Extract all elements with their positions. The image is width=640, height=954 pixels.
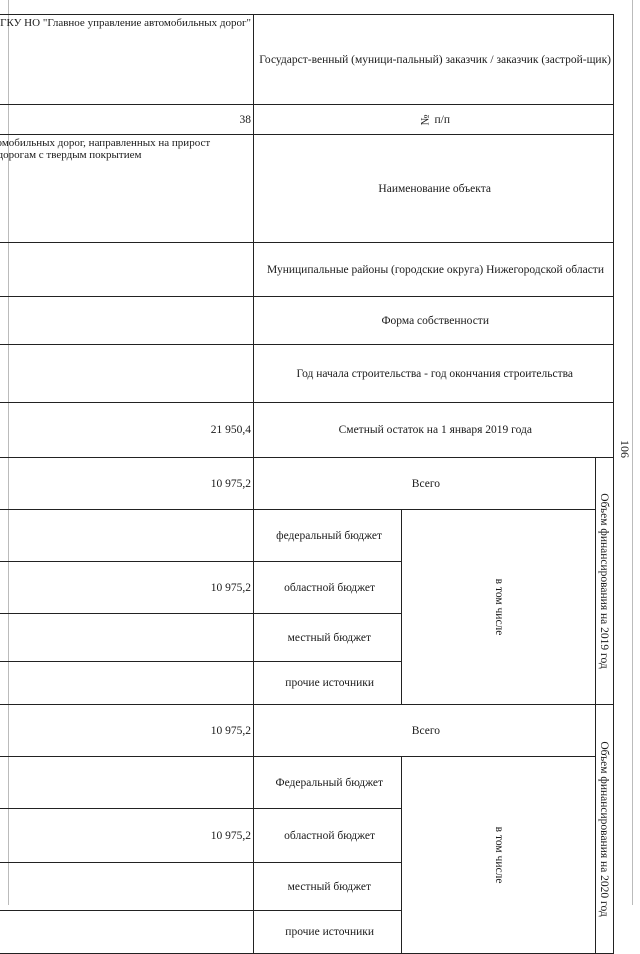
row-2020-local bbox=[0, 863, 254, 911]
header-2019-total: Всего bbox=[254, 458, 596, 510]
header-districts: Муниципальные районы (городские округа) Нижегородской области bbox=[254, 243, 614, 297]
row-2019-federal bbox=[0, 510, 254, 562]
header-2020-local: местный бюджет bbox=[254, 863, 402, 911]
row-2019-total: 10 975,2 bbox=[0, 458, 254, 510]
header-2020-regional: областной бюджет bbox=[254, 809, 402, 863]
row-estimate: 21 950,4 bbox=[0, 403, 254, 458]
header-2019-other: прочие источники bbox=[254, 662, 402, 705]
row-ownership bbox=[0, 297, 254, 345]
financing-table bbox=[0, 14, 614, 954]
row-number: 38 bbox=[0, 105, 254, 135]
row-2019-other bbox=[0, 662, 254, 705]
header-number: № п/п bbox=[254, 105, 614, 135]
header-2020-total: Всего bbox=[254, 705, 596, 757]
table-row bbox=[0, 15, 254, 954]
header-2020-including: в том числе bbox=[402, 757, 596, 954]
row-2020-federal bbox=[0, 757, 254, 809]
row-2020-regional: 10 975,2 bbox=[0, 809, 254, 863]
row-2019-local bbox=[0, 614, 254, 662]
header-ownership: Форма собственности bbox=[254, 297, 614, 345]
header-years: Год начала строительства - год окончания строительства bbox=[254, 345, 614, 403]
header-2019-local: местный бюджет bbox=[254, 614, 402, 662]
row-object-name: х дорог, направленных на прирост количества рытием bbox=[0, 135, 254, 243]
header-fin-2019: Объем финансирования на 2019 год bbox=[596, 458, 614, 705]
row-years bbox=[0, 345, 254, 403]
header-object-name: Наименование объекта bbox=[254, 135, 614, 243]
header-2020-other: прочие источники bbox=[254, 911, 402, 954]
header-2019-including: в том числе bbox=[402, 510, 596, 705]
header-2019-federal: федеральный бюджет bbox=[254, 510, 402, 562]
row-2019-regional: 10 975,2 bbox=[0, 562, 254, 614]
page-number: 106 bbox=[617, 440, 632, 458]
header-2019-regional: областной бюджет bbox=[254, 562, 402, 614]
header-estimate: Сметный остаток на 1 января 2019 года bbox=[254, 403, 614, 458]
row-2020-total: 10 975,2 bbox=[0, 705, 254, 757]
header-fin-2020: Объем финансирования на 2020 год bbox=[596, 705, 614, 954]
header-2020-federal: Федеральный бюджет bbox=[254, 757, 402, 809]
row-2020-other bbox=[0, 911, 254, 954]
row-districts bbox=[0, 243, 254, 297]
header-customer: Государст-венный (муници-пальный) заказчик / заказчик (застрой-щик) bbox=[254, 15, 614, 105]
row-customer: ГКУ НО "Главное управление автомобильных дорог" bbox=[0, 15, 254, 105]
